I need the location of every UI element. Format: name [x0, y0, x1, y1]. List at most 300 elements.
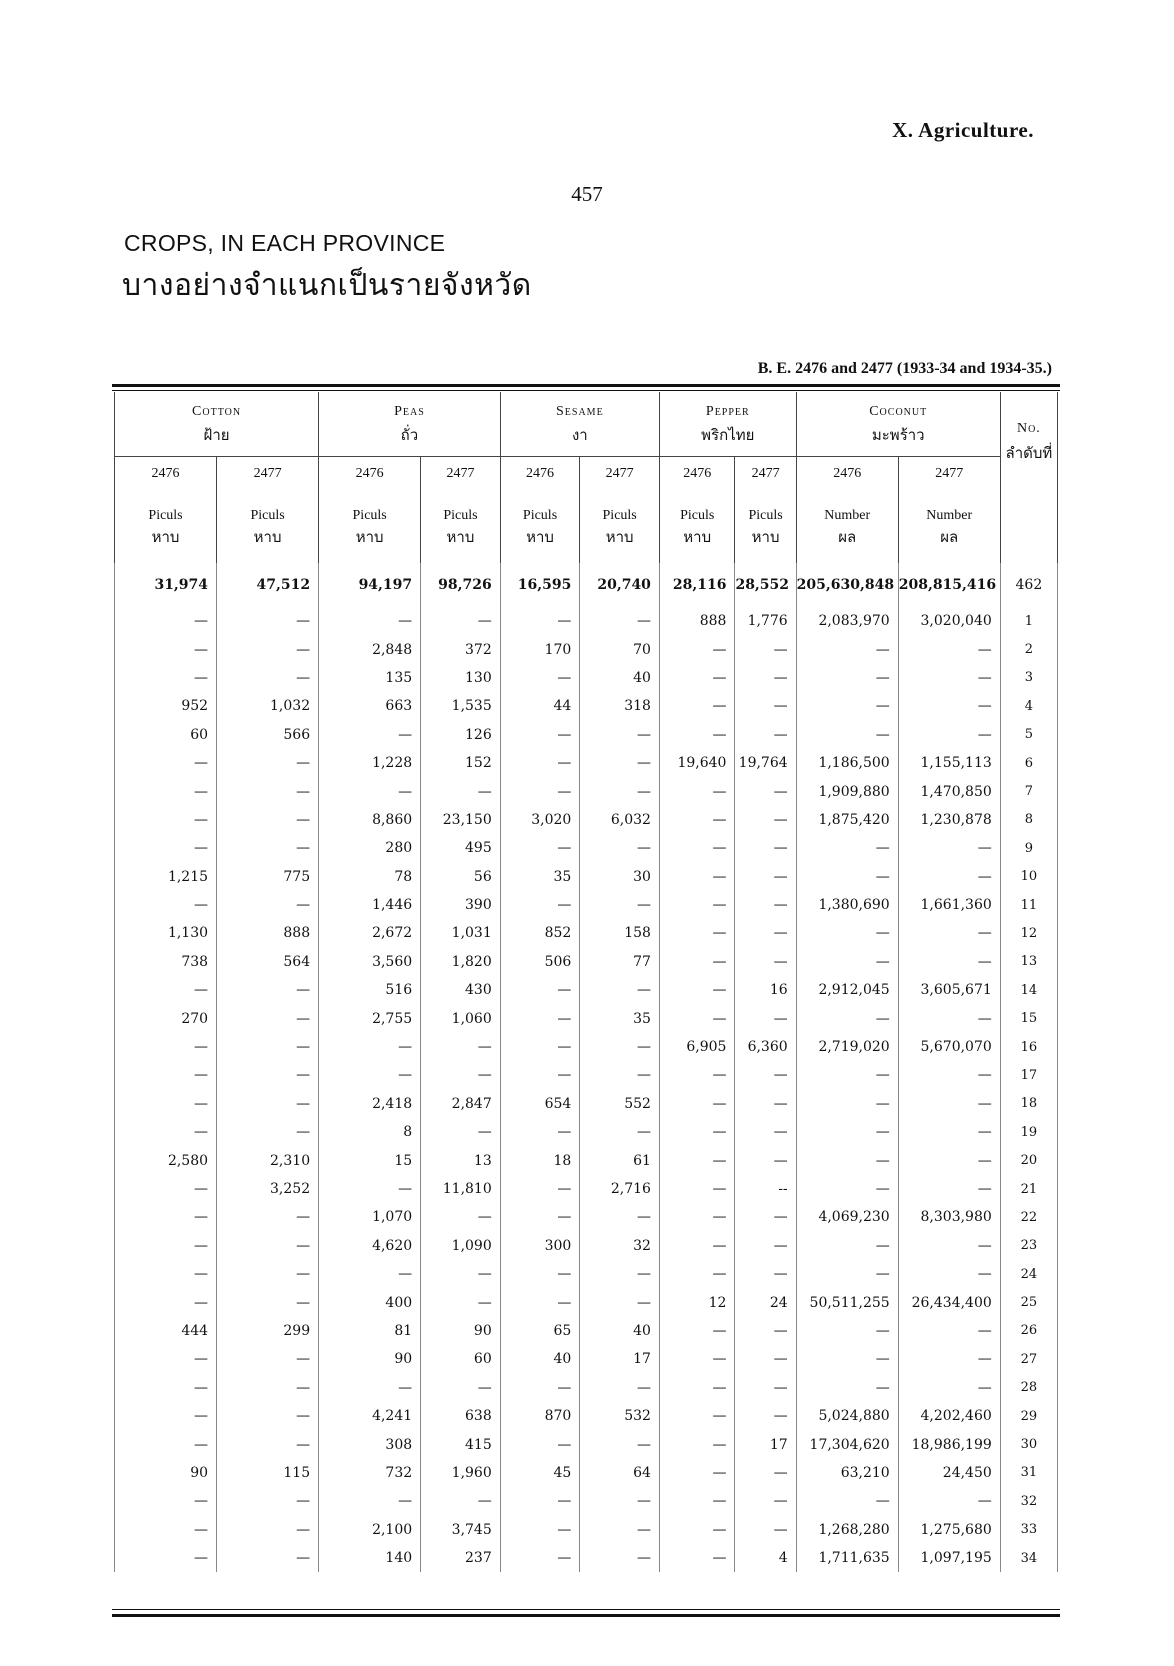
table-cell: —: [115, 806, 217, 834]
row-number: 12: [1000, 919, 1057, 947]
table-row: [115, 1146, 1058, 1174]
table-cell: 952: [115, 692, 217, 720]
table-row: [115, 1004, 1058, 1032]
table-body: [115, 563, 1058, 1572]
table-cell: —: [898, 1487, 1000, 1515]
table-cell: —: [796, 1487, 898, 1515]
table-row: [115, 777, 1058, 805]
table-cell: —: [217, 1516, 319, 1544]
table-cell: 35: [500, 863, 580, 891]
table-cell: 140: [319, 1544, 421, 1572]
table-cell: —: [659, 1061, 735, 1089]
table-cell: 280: [319, 834, 421, 862]
table-cell: —: [735, 919, 796, 947]
table-cell: —: [735, 1516, 796, 1544]
table-cell: —: [115, 1402, 217, 1430]
table-cell: —: [115, 1232, 217, 1260]
table-cell: —: [421, 1260, 501, 1288]
table-cell: —: [659, 891, 735, 919]
table-cell: —: [735, 1345, 796, 1373]
table-cell: 77: [580, 948, 660, 976]
table-cell: —: [898, 948, 1000, 976]
table-cell: —: [115, 664, 217, 692]
table-cell: 415: [421, 1430, 501, 1458]
year-header: 2477: [580, 457, 660, 492]
table-top-rule: [112, 384, 1060, 387]
sesame-header: [500, 392, 659, 457]
unit-header: [500, 491, 580, 563]
table-cell: —: [796, 1061, 898, 1089]
unit-header: [421, 491, 501, 563]
table-cell: 17: [580, 1345, 660, 1373]
table-cell: —: [796, 692, 898, 720]
row-number: 7: [1000, 777, 1057, 805]
table-cell: 1,380,690: [796, 891, 898, 919]
year-header: 2476: [319, 457, 421, 492]
table-cell: 2,672: [319, 919, 421, 947]
table-cell: 4,069,230: [796, 1203, 898, 1231]
unit-en: Piculs: [148, 507, 183, 523]
table-cell: —: [115, 1345, 217, 1373]
table-cell: —: [319, 1061, 421, 1089]
unit-th: หาบ: [683, 528, 712, 547]
table-cell: 152: [421, 749, 501, 777]
table-row: [115, 891, 1058, 919]
table-cell: 1,776: [735, 607, 796, 635]
table-cell: —: [735, 1402, 796, 1430]
table-cell: —: [659, 919, 735, 947]
table-cell: 532: [580, 1402, 660, 1430]
table-cell: —: [659, 1203, 735, 1231]
table-cell: 2,755: [319, 1004, 421, 1032]
table-cell: —: [659, 976, 735, 1004]
table-cell: —: [898, 919, 1000, 947]
table-cell: —: [898, 1090, 1000, 1118]
table-row: [115, 806, 1058, 834]
unit-en: Piculs: [352, 507, 387, 523]
table-row: [115, 976, 1058, 1004]
cotton-header: [115, 392, 319, 457]
table-cell: —: [319, 607, 421, 635]
table-cell: —: [735, 1232, 796, 1260]
table-cell: —: [580, 721, 660, 749]
table-cell: 1,470,850: [898, 777, 1000, 805]
table-cell: —: [115, 749, 217, 777]
table-row: [115, 1175, 1058, 1203]
table-cell: —: [115, 1118, 217, 1146]
table-cell: 318: [580, 692, 660, 720]
row-number: 25: [1000, 1288, 1057, 1316]
peas-header-en: Peas: [394, 403, 425, 419]
table-cell: —: [500, 1004, 580, 1032]
table-cell: 11,810: [421, 1175, 501, 1203]
row-number: 20: [1000, 1146, 1057, 1174]
table-cell: 65: [500, 1317, 580, 1345]
page-number: 457: [571, 182, 603, 206]
table-cell: —: [217, 749, 319, 777]
table-cell: 300: [500, 1232, 580, 1260]
year-header: 2476: [115, 457, 217, 492]
total-cell: 208,815,416: [898, 563, 1000, 607]
row-number: 22: [1000, 1203, 1057, 1231]
unit-th: ผล: [838, 528, 857, 547]
table-cell: —: [735, 1090, 796, 1118]
table-cell: 4,202,460: [898, 1402, 1000, 1430]
table-cell: —: [659, 777, 735, 805]
table-row: [115, 1374, 1058, 1402]
table-cell: 270: [115, 1004, 217, 1032]
table-cell: —: [580, 1487, 660, 1515]
row-number: 23: [1000, 1232, 1057, 1260]
table-cell: 50,511,255: [796, 1288, 898, 1316]
table-cell: 56: [421, 863, 501, 891]
row-number: 26: [1000, 1317, 1057, 1345]
row-number: 32: [1000, 1487, 1057, 1515]
table-cell: —: [735, 664, 796, 692]
coconut-header: [796, 392, 1000, 457]
table-cell: 60: [421, 1345, 501, 1373]
table-cell: —: [735, 1260, 796, 1288]
table-row: [115, 1402, 1058, 1430]
table-cell: 654: [500, 1090, 580, 1118]
table-cell: —: [796, 834, 898, 862]
row-number: 27: [1000, 1345, 1057, 1373]
total-cell: 16,595: [500, 563, 580, 607]
table-cell: —: [580, 1544, 660, 1572]
table-cell: —: [319, 1175, 421, 1203]
table-cell: 852: [500, 919, 580, 947]
table-cell: —: [580, 777, 660, 805]
row-number: 17: [1000, 1061, 1057, 1089]
table-cell: 1,097,195: [898, 1544, 1000, 1572]
table-cell: —: [796, 721, 898, 749]
table-cell: 2,083,970: [796, 607, 898, 635]
table-cell: —: [421, 1374, 501, 1402]
table-cell: 3,605,671: [898, 976, 1000, 1004]
table-row: [115, 948, 1058, 976]
table-cell: 26,434,400: [898, 1288, 1000, 1316]
table-cell: —: [580, 976, 660, 1004]
table-cell: —: [115, 1374, 217, 1402]
table-cell: —: [796, 1146, 898, 1174]
row-number: 21: [1000, 1175, 1057, 1203]
row-number: 16: [1000, 1033, 1057, 1061]
unit-header: [796, 491, 898, 563]
table-cell: 1,186,500: [796, 749, 898, 777]
table-cell: —: [217, 1090, 319, 1118]
number-header-en: No.: [1016, 421, 1041, 437]
table-cell: —: [500, 1544, 580, 1572]
table-cell: —: [115, 1175, 217, 1203]
table-cell: —: [500, 777, 580, 805]
unit-en: Piculs: [602, 507, 637, 523]
table-cell: 3,560: [319, 948, 421, 976]
table-cell: —: [659, 1118, 735, 1146]
table-row: [115, 919, 1058, 947]
table-cell: —: [319, 1374, 421, 1402]
table-cell: —: [796, 635, 898, 663]
table-cell: —: [115, 1061, 217, 1089]
table-cell: 564: [217, 948, 319, 976]
row-number: 15: [1000, 1004, 1057, 1032]
table-cell: —: [735, 948, 796, 976]
table-row: [115, 664, 1058, 692]
crop-header-row: [115, 392, 1058, 457]
table-cell: —: [217, 834, 319, 862]
table-cell: 30: [580, 863, 660, 891]
table-cell: —: [735, 721, 796, 749]
table-cell: —: [217, 1430, 319, 1458]
table-row: [115, 692, 1058, 720]
table-cell: —: [580, 1430, 660, 1458]
table-cell: —: [735, 891, 796, 919]
period-caption: B. E. 2476 and 2477 (1933-34 and 1934-35.): [757, 360, 1052, 377]
pepper-header: [659, 392, 796, 457]
table-cell: —: [735, 1061, 796, 1089]
table-cell: 430: [421, 976, 501, 1004]
table-cell: 19,764: [735, 749, 796, 777]
table-row: [115, 1203, 1058, 1231]
unit-header-row: [115, 491, 1058, 563]
table-cell: 1,060: [421, 1004, 501, 1032]
table-cell: 18,986,199: [898, 1430, 1000, 1458]
table-cell: —: [421, 1288, 501, 1316]
table-cell: 516: [319, 976, 421, 1004]
table-cell: 1,215: [115, 863, 217, 891]
unit-th: หาบ: [446, 528, 475, 547]
coconut-header-th: มะพร้าว: [871, 426, 925, 445]
table-row: [115, 863, 1058, 891]
pepper-header-th: พริกไทย: [701, 426, 755, 445]
unit-en: Piculs: [250, 507, 285, 523]
table-cell: —: [500, 607, 580, 635]
year-header: 2477: [421, 457, 501, 492]
table-cell: —: [217, 1345, 319, 1373]
table-cell: —: [735, 834, 796, 862]
total-row: [115, 563, 1058, 607]
table-cell: 738: [115, 948, 217, 976]
table-cell: —: [735, 1203, 796, 1231]
table-cell: —: [580, 1374, 660, 1402]
table-cell: —: [898, 1146, 1000, 1174]
row-number: 6: [1000, 749, 1057, 777]
table-row: [115, 1487, 1058, 1515]
total-cell: 98,726: [421, 563, 501, 607]
table-cell: —: [898, 635, 1000, 663]
year-header: 2476: [500, 457, 580, 492]
cotton-header-en: Cotton: [192, 403, 242, 419]
table-row: [115, 1459, 1058, 1487]
row-number: 19: [1000, 1118, 1057, 1146]
table-cell: —: [659, 1516, 735, 1544]
table-cell: —: [659, 635, 735, 663]
table-cell: —: [735, 1459, 796, 1487]
table-cell: 78: [319, 863, 421, 891]
table-cell: —: [659, 1004, 735, 1032]
table-cell: —: [898, 1317, 1000, 1345]
unit-header: [659, 491, 735, 563]
row-number: 31: [1000, 1459, 1057, 1487]
table-bottom-rule-thin: [112, 1609, 1060, 1610]
table-cell: 888: [217, 919, 319, 947]
table-cell: —: [115, 635, 217, 663]
page-title: CROPS, IN EACH PROVINCE: [124, 230, 446, 256]
total-cell: 20,740: [580, 563, 660, 607]
table-cell: —: [500, 1118, 580, 1146]
table-cell: 4,620: [319, 1232, 421, 1260]
table-cell: —: [115, 1260, 217, 1288]
table-cell: 8,860: [319, 806, 421, 834]
row-number: 1: [1000, 607, 1057, 635]
peas-header-th: ถั่ว: [400, 426, 419, 445]
table-cell: —: [421, 1118, 501, 1146]
table-row: [115, 607, 1058, 635]
table-cell: 90: [319, 1345, 421, 1373]
table-row: [115, 1090, 1058, 1118]
table-cell: 18: [500, 1146, 580, 1174]
total-cell: 28,116: [659, 563, 735, 607]
table-cell: —: [659, 1232, 735, 1260]
table-cell: —: [500, 1487, 580, 1515]
table-cell: 81: [319, 1317, 421, 1345]
table-cell: —: [217, 1374, 319, 1402]
year-header: 2477: [898, 457, 1000, 492]
table-cell: —: [580, 1203, 660, 1231]
table-cell: —: [500, 1175, 580, 1203]
table-cell: 2,847: [421, 1090, 501, 1118]
table-cell: 126: [421, 721, 501, 749]
table-cell: —: [217, 607, 319, 635]
unit-th: หาบ: [253, 528, 282, 547]
table-cell: 5,670,070: [898, 1033, 1000, 1061]
table-cell: 40: [580, 1317, 660, 1345]
table-cell: 1,230,878: [898, 806, 1000, 834]
unit-header: [115, 491, 217, 563]
table-cell: 506: [500, 948, 580, 976]
table-cell: —: [217, 976, 319, 1004]
table-cell: —: [580, 891, 660, 919]
table-cell: —: [319, 1033, 421, 1061]
table-cell: 61: [580, 1146, 660, 1174]
table-cell: 1,535: [421, 692, 501, 720]
table-cell: —: [421, 1203, 501, 1231]
table-cell: 2,310: [217, 1146, 319, 1174]
table-row: [115, 1260, 1058, 1288]
table-cell: —: [659, 664, 735, 692]
total-cell: 31,974: [115, 563, 217, 607]
table-cell: —: [421, 1487, 501, 1515]
table-cell: —: [659, 1317, 735, 1345]
table-row: [115, 1288, 1058, 1316]
table-cell: —: [659, 834, 735, 862]
table-cell: —: [796, 1317, 898, 1345]
table-cell: 15: [319, 1146, 421, 1174]
table-cell: 115: [217, 1459, 319, 1487]
table-cell: 8,303,980: [898, 1203, 1000, 1231]
year-header: 2476: [659, 457, 735, 492]
unit-en: Number: [824, 507, 871, 523]
table-cell: 566: [217, 721, 319, 749]
table-cell: 1,909,880: [796, 777, 898, 805]
table-cell: 45: [500, 1459, 580, 1487]
table-cell: —: [659, 863, 735, 891]
table-cell: 1,275,680: [898, 1516, 1000, 1544]
table-cell: 400: [319, 1288, 421, 1316]
table-cell: 44: [500, 692, 580, 720]
table-cell: —: [500, 1061, 580, 1089]
table-cell: —: [115, 1288, 217, 1316]
table-cell: 16: [735, 976, 796, 1004]
table-cell: 8: [319, 1118, 421, 1146]
table-cell: 32: [580, 1232, 660, 1260]
table-cell: —: [659, 1459, 735, 1487]
table-cell: —: [898, 1260, 1000, 1288]
table-cell: 308: [319, 1430, 421, 1458]
number-header: [1000, 392, 1057, 491]
table-cell: 17: [735, 1430, 796, 1458]
table-cell: —: [500, 664, 580, 692]
table-row: [115, 1061, 1058, 1089]
row-number: 18: [1000, 1090, 1057, 1118]
row-number: 4: [1000, 692, 1057, 720]
table-cell: —: [735, 1146, 796, 1174]
table-cell: —: [500, 1374, 580, 1402]
table-cell: —: [898, 1232, 1000, 1260]
table-cell: —: [500, 1260, 580, 1288]
number-header-th: ลำดับที่: [1005, 443, 1053, 462]
table-cell: 17,304,620: [796, 1430, 898, 1458]
table-cell: —: [115, 1544, 217, 1572]
table-cell: 6,905: [659, 1033, 735, 1061]
table-cell: —: [796, 948, 898, 976]
table-cell: —: [898, 1374, 1000, 1402]
table-cell: —: [659, 692, 735, 720]
table-cell: —: [580, 1260, 660, 1288]
table-cell: —: [217, 777, 319, 805]
table-cell: —: [659, 1345, 735, 1373]
table-cell: —: [319, 777, 421, 805]
table-cell: —: [898, 1175, 1000, 1203]
unit-en: Number: [926, 507, 973, 523]
table-cell: —: [217, 1004, 319, 1032]
row-number: 13: [1000, 948, 1057, 976]
table-top-rule-thin: [112, 390, 1060, 391]
table-cell: —: [115, 834, 217, 862]
table-cell: —: [500, 1516, 580, 1544]
table-cell: 1,090: [421, 1232, 501, 1260]
row-number: 29: [1000, 1402, 1057, 1430]
table-cell: 90: [421, 1317, 501, 1345]
table-cell: 40: [500, 1345, 580, 1373]
table-cell: 390: [421, 891, 501, 919]
page-title-thai: บางอย่างจำแนกเป็นรายจังหวัด: [122, 268, 532, 303]
table-cell: —: [500, 721, 580, 749]
table-cell: —: [796, 664, 898, 692]
table-cell: —: [217, 1544, 319, 1572]
table-cell: —: [659, 1544, 735, 1572]
table-cell: —: [735, 777, 796, 805]
table-row: [115, 749, 1058, 777]
table-cell: —: [659, 1175, 735, 1203]
table-row: [115, 1430, 1058, 1458]
table-cell: 1,032: [217, 692, 319, 720]
table-cell: 372: [421, 635, 501, 663]
table-cell: —: [659, 806, 735, 834]
table-cell: —: [500, 834, 580, 862]
table-cell: 24,450: [898, 1459, 1000, 1487]
table-cell: —: [421, 1061, 501, 1089]
table-cell: —: [421, 777, 501, 805]
